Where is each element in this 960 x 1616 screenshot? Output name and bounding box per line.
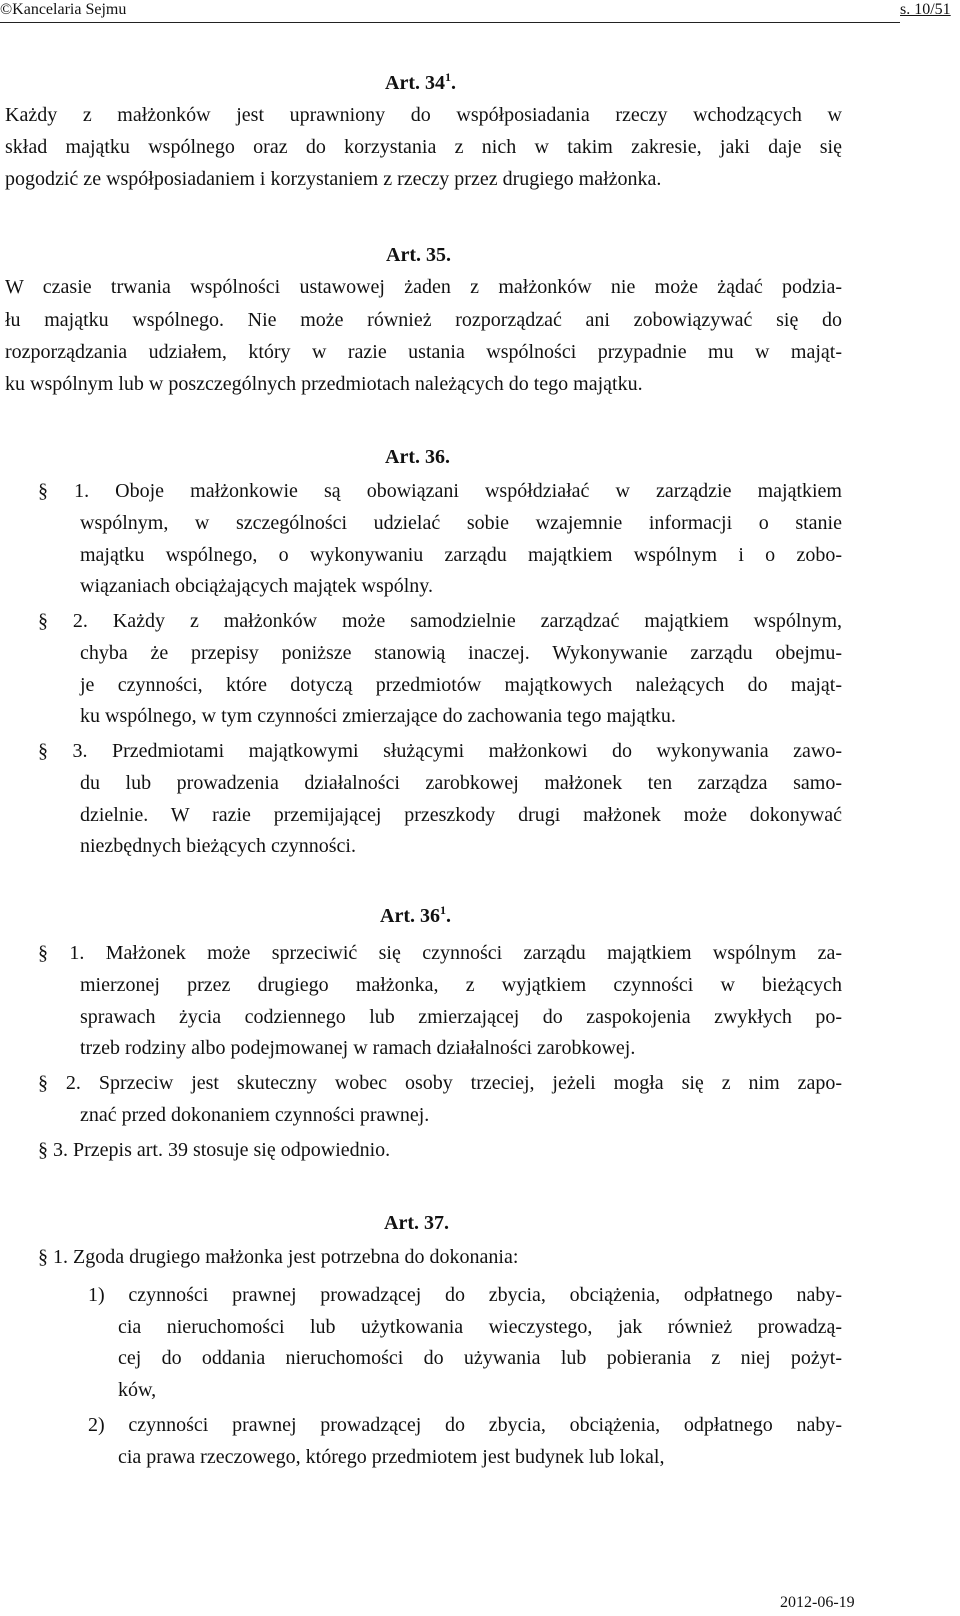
paragraph-line: dzielnie. W razie przemijającej przeszkody drugi małżonek może dokonywać [80, 804, 842, 826]
paragraph-line: § 2. Każdy z małżonków może samodzielnie zarządzać majątkiem wspólnym, [38, 610, 842, 632]
header-copyright: ©Kancelaria Sejmu [0, 1, 127, 18]
article-heading-36: Art. 36. [385, 446, 450, 468]
paragraph-line: § 3. Przedmiotami majątkowymi służącymi małżonkowi do wykonywania zawo- [38, 740, 842, 762]
text-line: ku wspólnym lub w poszczególnych przedmiotach należących do tego majątku. [5, 373, 643, 395]
text-line: Każdy z małżonków jest uprawniony do współposiadania rzeczy wchodzących w [5, 104, 842, 126]
text-line: rozporządzania udziałem, który w razie ustania wspólności przypadnie mu w mająt- [5, 341, 842, 363]
paragraph-line: § 1. Zgoda drugiego małżonka jest potrzebna do dokonania: [38, 1246, 519, 1268]
paragraph-line: § 2. Sprzeciw jest skuteczny wobec osoby trzeciej, jeżeli mogła się z nim zapo- [38, 1072, 842, 1094]
text-line: pogodzić ze współposiadaniem i korzystaniem z rzeczy przez drugiego małżonka. [5, 168, 662, 190]
text-line: łu majątku wspólnego. Nie może również rozporządzać ani zobowiązywać się do [5, 309, 842, 331]
list-item-line: ków, [118, 1379, 157, 1401]
paragraph-line: § 3. Przepis art. 39 stosuje się odpowiednio. [38, 1139, 391, 1161]
paragraph-line: sprawach życia codziennego lub zmierzającej do zaspokojenia zwykłych po- [80, 1006, 842, 1028]
list-item-line: 2) czynności prawnej prowadzącej do zbycia, obciążenia, odpłatnego naby- [88, 1414, 842, 1436]
paragraph-line: ku wspólnego, w tym czynności zmierzające do zachowania tego majątku. [80, 705, 676, 727]
paragraph-line: wspólnym, w szczególności udzielać sobie wzajemnie informacji o stanie [80, 512, 842, 534]
article-heading-35: Art. 35. [386, 244, 451, 266]
paragraph-line: chyba że przepisy poniższe stanowią inaczej. Wykonywanie zarządu obejmu- [80, 642, 842, 664]
page-number: s. 10/51 [900, 1, 951, 18]
header-divider [0, 22, 900, 23]
list-item-line: cej do oddania nieruchomości do używania lub pobierania z niej pożyt- [118, 1347, 842, 1369]
article-heading-34-1: Art. $34^1$. [385, 70, 456, 94]
list-item-line: cia prawa rzeczowego, którego przedmiotem jest budynek lub lokal, [118, 1446, 665, 1468]
text-line: skład majątku wspólnego oraz do korzystania z nich w takim zakresie, jaki daje się [5, 136, 842, 158]
article-heading-tail: . [445, 905, 451, 927]
article-heading-text: Art. 36 [380, 905, 440, 927]
article-heading-text: Art. 34 [385, 72, 445, 94]
paragraph-line: niezbędnych bieżących czynności. [80, 835, 356, 857]
paragraph-line: § 1. Małżonek może sprzeciwić się czynności zarządu majątkiem wspólnym za- [38, 942, 842, 964]
paragraph-line: trzeb rodziny albo podejmowanej w ramach działalności zarobkowej. [80, 1037, 636, 1059]
article-heading-37: Art. 37. [384, 1212, 449, 1234]
list-item-line: cia nieruchomości lub użytkowania wieczystego, jak również prowadzą- [118, 1316, 842, 1338]
article-heading-sup: 1 [444, 70, 451, 84]
paragraph-line: § 1. Oboje małżonkowie są obowiązani współdziałać w zarządzie majątkiem [38, 480, 842, 502]
paragraph-line: du lub prowadzenia działalności zarobkowej małżonek ten zarządza samo- [80, 772, 842, 794]
paragraph-line: mierzonej przez drugiego małżonka, z wyjątkiem czynności w bieżących [80, 974, 842, 996]
footer-date: 2012-06-19 [780, 1594, 855, 1611]
text-line: W czasie trwania wspólności ustawowej żaden z małżonków nie może żądać podzia- [5, 276, 842, 298]
paragraph-line: wiązaniach obciążających majątek wspólny. [80, 575, 433, 597]
list-item-line: 1) czynności prawnej prowadzącej do zbycia, obciążenia, odpłatnego naby- [88, 1284, 842, 1306]
article-heading-36-1 [380, 903, 451, 928]
paragraph-line: je czynności, które dotyczą przedmiotów majątkowych należących do mająt- [80, 674, 842, 696]
paragraph-line: majątku wspólnego, o wykonywaniu zarządu majątkiem wspólnym i o zobo- [80, 544, 842, 566]
paragraph-line: znać przed dokonaniem czynności prawnej. [80, 1104, 430, 1126]
article-heading-sup: 1 [439, 903, 446, 917]
